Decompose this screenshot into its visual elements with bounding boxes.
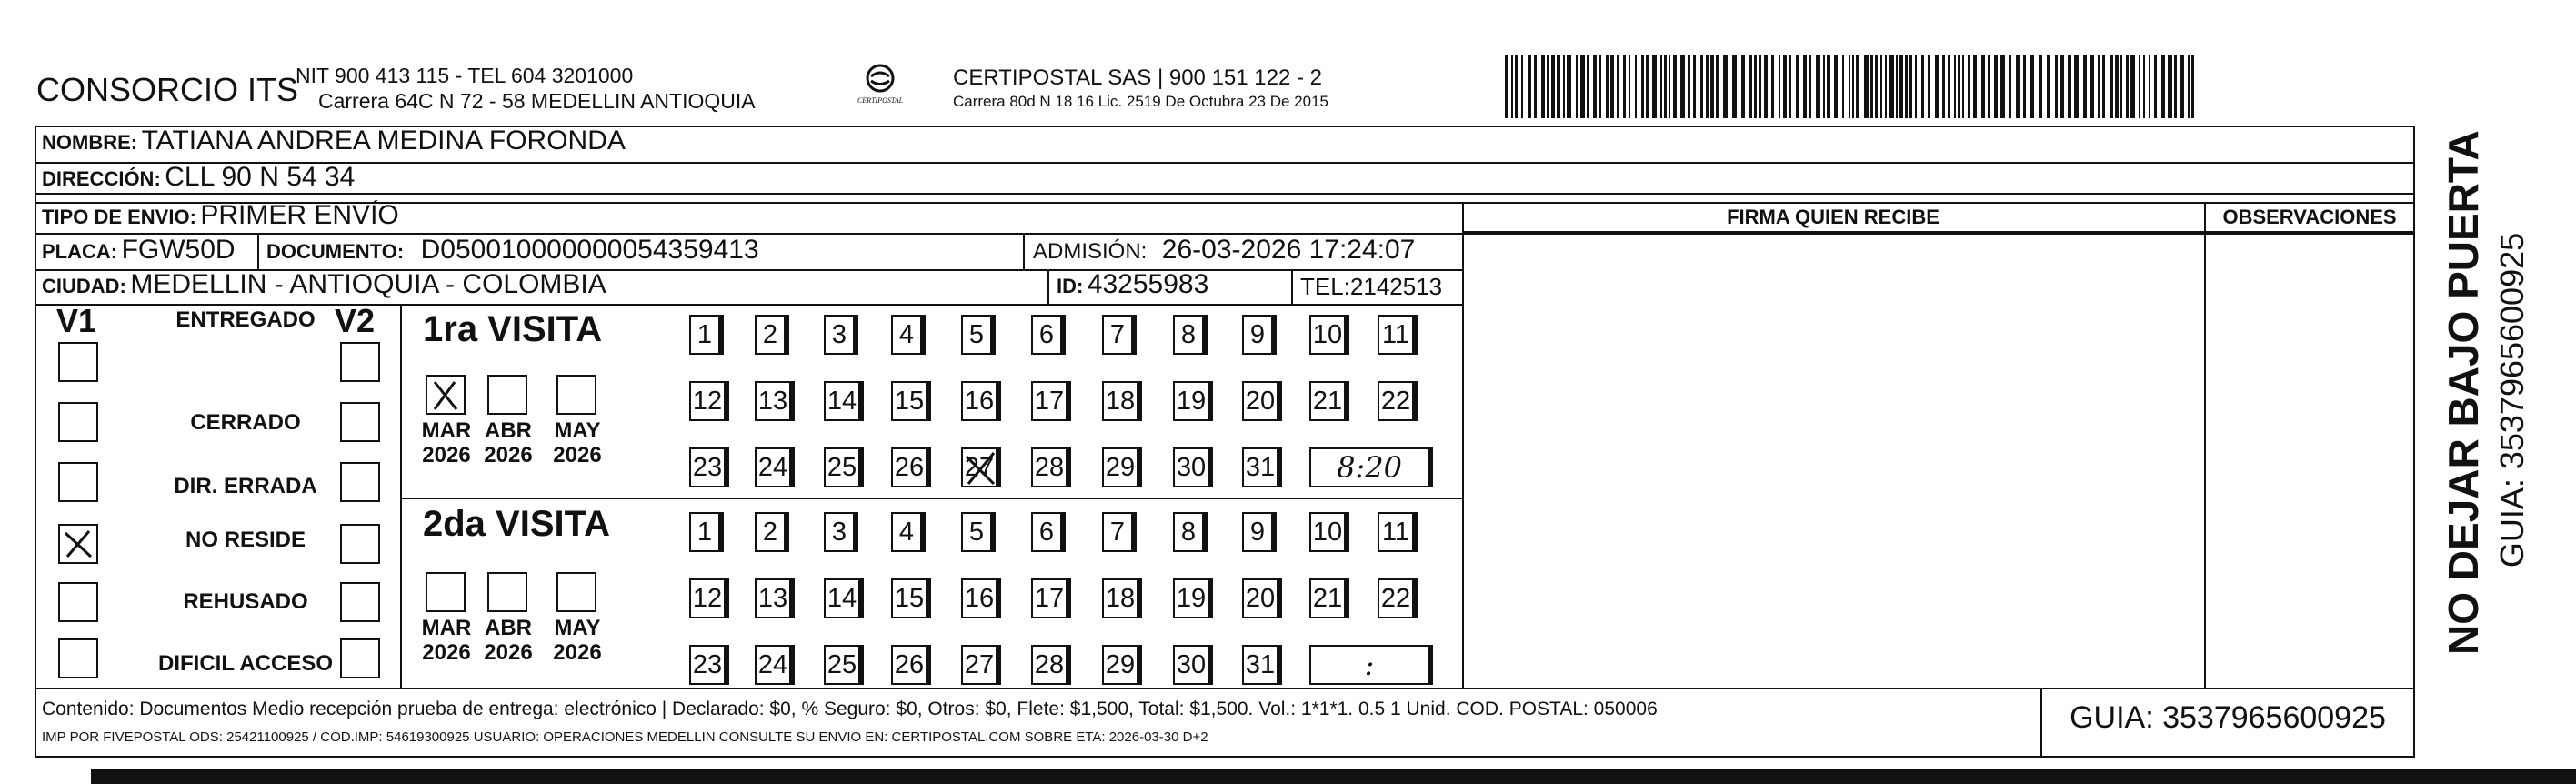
id-value: 43255983 — [1087, 269, 1209, 299]
nombre-row — [42, 126, 626, 156]
direccion-row — [42, 162, 355, 193]
second-visit-day-box[interactable]: 3 — [824, 512, 855, 552]
x-mark-icon — [963, 449, 999, 487]
tipo-value: PRIMER ENVÍO — [200, 200, 399, 230]
placa-cell — [42, 235, 236, 266]
month-name: MAR — [421, 418, 472, 443]
second-visit-title: 2da VISITA — [423, 504, 610, 544]
status-label: NO RESIDE — [185, 528, 306, 552]
v2-label: V2 — [335, 302, 376, 339]
firma-header: FIRMA QUIEN RECIBE — [1727, 206, 1940, 228]
id-label: ID: — [1057, 275, 1084, 297]
nit-line: NIT 900 413 115 - TEL 604 3201000 — [296, 64, 634, 87]
tipo-label: TIPO DE ENVIO: — [42, 206, 196, 228]
tipo-row — [42, 200, 399, 231]
second-visit-month-checkbox[interactable] — [487, 572, 527, 612]
v1-checkbox[interactable] — [58, 582, 98, 622]
month-year: 2026 — [422, 443, 471, 467]
first-visit-day-box[interactable]: 21 — [1309, 381, 1346, 421]
second-visit-day-box[interactable]: 5 — [961, 512, 992, 552]
first-visit-day-box[interactable]: 9 — [1242, 315, 1273, 355]
second-visit-day-box[interactable]: 30 — [1173, 645, 1209, 685]
second-visit-day-box[interactable]: 29 — [1102, 645, 1138, 685]
second-visit-month-label — [546, 616, 609, 665]
side-guia: GUIA: 3537965600925 — [2493, 232, 2531, 568]
first-visit-day-box[interactable]: 5 — [961, 315, 992, 355]
second-visit-day-box[interactable]: 11 — [1378, 512, 1414, 552]
second-visit-day-box[interactable]: 26 — [891, 645, 927, 685]
first-visit-day-box[interactable] — [961, 447, 997, 487]
v1-checkbox[interactable] — [58, 402, 98, 442]
placa-label: PLACA: — [42, 240, 118, 263]
first-visit-title: 1ra VISITA — [423, 309, 603, 349]
first-visit-day-box[interactable]: 23 — [689, 447, 726, 487]
second-visit-day-box[interactable]: 20 — [1242, 578, 1278, 618]
second-visit-day-box[interactable]: 18 — [1102, 578, 1138, 618]
tel-value: 2142513 — [1349, 273, 1443, 300]
month-name: ABR — [485, 418, 532, 443]
documento-cell — [266, 235, 759, 266]
footer-guia: GUIA: 3537965600925 — [2070, 700, 2386, 735]
first-visit-day-box[interactable]: 7 — [1102, 315, 1133, 355]
first-visit-day-box[interactable]: 11 — [1378, 315, 1414, 355]
first-visit-day-box[interactable]: 10 — [1309, 315, 1346, 355]
second-visit-day-box[interactable]: 19 — [1173, 578, 1209, 618]
second-visit-day-box[interactable]: 6 — [1031, 512, 1062, 552]
second-visit-day-box[interactable]: 22 — [1378, 578, 1414, 618]
nombre-value: TATIANA ANDREA MEDINA FORONDA — [141, 126, 626, 156]
month-year: 2026 — [553, 640, 602, 665]
first-visit-day-box[interactable]: 25 — [824, 447, 860, 487]
documento-value: D050010000000054359413 — [420, 235, 759, 265]
second-visit-day-box[interactable]: 25 — [824, 645, 860, 685]
first-visit-day-box[interactable]: 2 — [755, 315, 786, 355]
status-label: REHUSADO — [183, 589, 308, 614]
admision-cell — [1033, 235, 1415, 266]
admision-label: ADMISIÓN: — [1033, 239, 1148, 264]
carrier-line: CERTIPOSTAL SAS | 900 151 122 - 2 — [953, 65, 1322, 90]
certipostal-logo — [853, 60, 907, 115]
first-visit-day-box[interactable]: 17 — [1031, 381, 1067, 421]
second-visit-month-checkbox[interactable] — [426, 572, 466, 612]
direccion-label: DIRECCIÓN: — [42, 167, 161, 190]
month-name: MAY — [554, 616, 601, 640]
second-visit-day-box[interactable]: 16 — [961, 578, 997, 618]
second-visit-day-box[interactable]: 2 — [755, 512, 786, 552]
second-visit-day-box[interactable]: 13 — [755, 578, 791, 618]
first-visit-month-label — [415, 418, 478, 467]
tel-cell — [1300, 273, 1442, 301]
first-visit-day-box[interactable]: 12 — [689, 381, 726, 421]
second-visit-day-box[interactable]: 24 — [755, 645, 791, 685]
second-visit-day-box[interactable]: 17 — [1031, 578, 1067, 618]
id-cell — [1057, 269, 1208, 300]
first-visit-day-box[interactable]: 8 — [1173, 315, 1204, 355]
v1-label: V1 — [56, 302, 97, 339]
first-visit-day-box[interactable]: 4 — [891, 315, 922, 355]
month-name: ABR — [485, 616, 532, 640]
first-visit-day-box[interactable]: 14 — [824, 381, 860, 421]
second-visit-day-box[interactable]: 21 — [1309, 578, 1346, 618]
carrier-address: Carrera 80d N 18 16 Lic. 2519 De Octubra 23 De 2015 — [953, 93, 1328, 110]
second-visit-day-box[interactable]: 27 — [961, 645, 997, 685]
logo-text: CERTIPOSTAL — [857, 96, 904, 105]
v1-checkbox[interactable] — [58, 342, 98, 382]
nombre-label: NOMBRE: — [42, 131, 138, 154]
second-visit-day-box[interactable]: 31 — [1242, 645, 1278, 685]
second-visit-month-label — [476, 616, 540, 665]
ciudad-value: MEDELLIN - ANTIOQUIA - COLOMBIA — [130, 269, 606, 299]
x-mark-icon — [427, 377, 464, 413]
second-visit-day-box[interactable]: 15 — [891, 578, 927, 618]
company-name: CONSORCIO ITS — [36, 71, 299, 108]
first-visit-day-box[interactable]: 22 — [1378, 381, 1414, 421]
barcode — [1505, 55, 2198, 118]
first-visit-day-box[interactable]: 28 — [1031, 447, 1067, 487]
first-visit-month-label — [546, 418, 609, 467]
second-visit-day-box[interactable]: 1 — [689, 512, 720, 552]
ciudad-label: CIUDAD: — [42, 275, 126, 297]
address-line: Carrera 64C N 72 - 58 MEDELLIN ANTIOQUIA — [318, 89, 756, 113]
x-mark-icon — [60, 526, 96, 562]
documento-label: DOCUMENTO: — [266, 240, 405, 263]
first-visit-day-box[interactable]: 6 — [1031, 315, 1062, 355]
status-label: ENTREGADO — [175, 307, 316, 332]
first-visit-day-box[interactable]: 29 — [1102, 447, 1138, 487]
second-visit-month-checkbox[interactable] — [556, 572, 596, 612]
v1-checkbox[interactable] — [58, 462, 98, 502]
footer-contents: Contenido: Documentos Medio recepción prueba de entrega: electrónico | Declarado: $0, % Seguro: $0, Otros: $0, Flete: $1,500, Total: $1,500. Vol.: 1*1*1. 0.5 1 Unid. COD. POSTAL: 050006 — [42, 699, 1658, 719]
second-visit-day-box[interactable]: 10 — [1309, 512, 1346, 552]
second-visit-day-box[interactable]: 8 — [1173, 512, 1204, 552]
first-visit-day-box[interactable]: 19 — [1173, 381, 1209, 421]
status-label: DIR. ERRADA — [174, 474, 317, 498]
first-visit-month-checkbox[interactable] — [426, 375, 466, 415]
second-visit-time-box[interactable]: : — [1309, 645, 1429, 685]
second-visit-day-box[interactable]: 23 — [689, 645, 726, 685]
first-visit-day-box[interactable]: 16 — [961, 381, 997, 421]
status-label: CERRADO — [190, 410, 301, 435]
first-visit-day-box[interactable]: 3 — [824, 315, 855, 355]
first-visit-day-box[interactable]: 31 — [1242, 447, 1278, 487]
footer-imp-line: IMP POR FIVEPOSTAL ODS: 25421100925 / COD.IMP: 54619300925 USUARIO: OPERACIONES MEDELLIN CONSULTE SU ENVIO EN: CERTIPOSTAL.COM SOBRE ETA: 2026-03-30 D+2 — [42, 729, 1208, 745]
month-year: 2026 — [422, 640, 471, 665]
admision-value: 26-03-2026 17:24:07 — [1161, 235, 1416, 265]
v1-checkbox[interactable] — [58, 524, 98, 564]
first-visit-day-box[interactable]: 13 — [755, 381, 791, 421]
day-number: 27 — [964, 453, 995, 482]
first-visit-day-box[interactable]: 30 — [1173, 447, 1209, 487]
month-year: 2026 — [484, 443, 533, 467]
direccion-value: CLL 90 N 54 34 — [165, 162, 356, 192]
v1-checkbox[interactable] — [58, 638, 98, 678]
second-visit-day-box[interactable]: 28 — [1031, 645, 1067, 685]
first-visit-day-box[interactable]: 1 — [689, 315, 720, 355]
second-visit-day-box[interactable]: 12 — [689, 578, 726, 618]
ciudad-cell — [42, 269, 606, 300]
first-visit-time-box[interactable]: 8:20 — [1309, 447, 1429, 487]
bottom-strip — [91, 769, 2576, 784]
month-year: 2026 — [553, 443, 602, 467]
first-visit-month-checkbox[interactable] — [556, 375, 596, 415]
second-visit-day-box[interactable]: 9 — [1242, 512, 1273, 552]
tel-label: TEL: — [1300, 273, 1350, 300]
v2-checkbox[interactable] — [340, 342, 380, 382]
month-name: MAY — [554, 418, 601, 443]
observaciones-header: OBSERVACIONES — [2222, 206, 2397, 228]
first-visit-month-checkbox[interactable] — [487, 375, 527, 415]
second-visit-day-box[interactable]: 4 — [891, 512, 922, 552]
no-dejar-warning: NO DEJAR BAJO PUERTA — [2440, 130, 2487, 655]
first-visit-day-box[interactable]: 20 — [1242, 381, 1278, 421]
first-visit-day-box[interactable]: 15 — [891, 381, 927, 421]
month-name: MAR — [421, 616, 472, 640]
second-visit-day-box[interactable]: 7 — [1102, 512, 1133, 552]
placa-value: FGW50D — [121, 235, 236, 265]
first-visit-month-label — [476, 418, 540, 467]
first-visit-day-box[interactable]: 26 — [891, 447, 927, 487]
second-visit-day-box[interactable]: 14 — [824, 578, 860, 618]
status-label: DIFICIL ACCESO — [157, 651, 333, 676]
first-visit-day-box[interactable]: 24 — [755, 447, 791, 487]
month-year: 2026 — [484, 640, 533, 665]
first-visit-day-box[interactable]: 18 — [1102, 381, 1138, 421]
second-visit-month-label — [415, 616, 478, 665]
